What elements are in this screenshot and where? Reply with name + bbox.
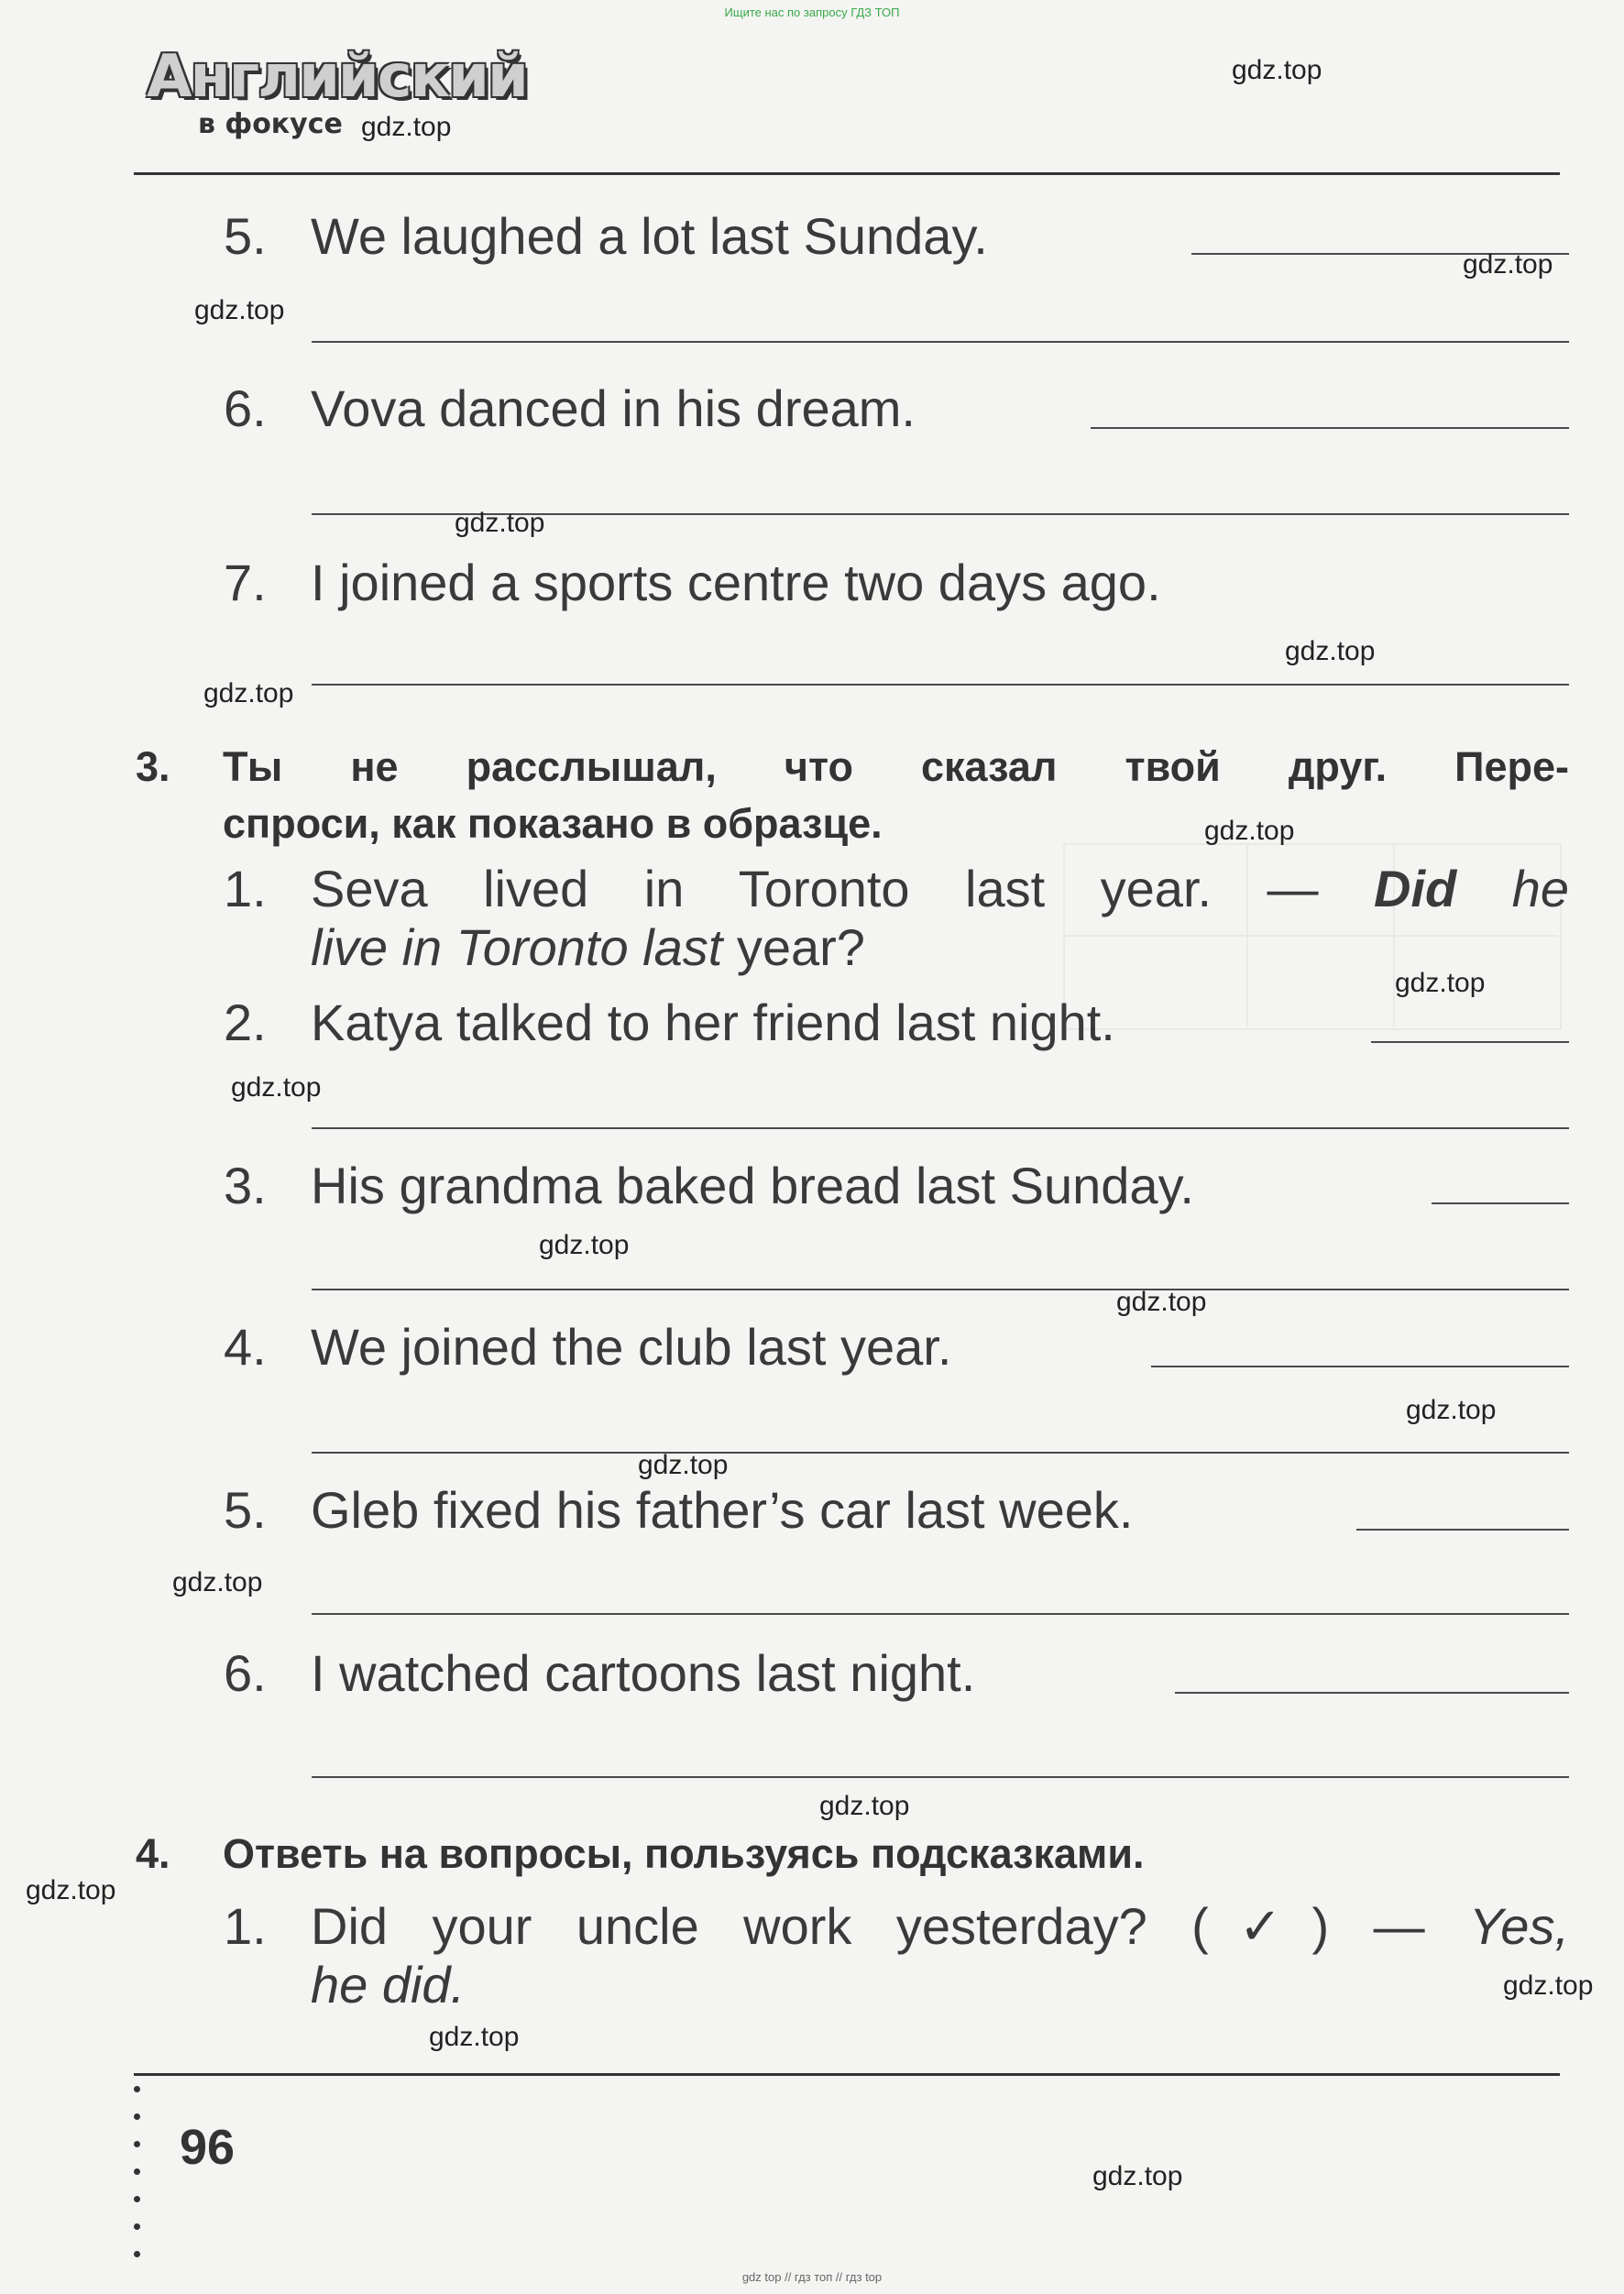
answer-line[interactable] [1175, 1692, 1569, 1694]
example-item: 1. Seva lived in Toronto last year. — Did he live in Toronto last year? [224, 860, 1569, 976]
watermark: gdz.top [1406, 1395, 1497, 1425]
exercise-3-instruction: 3. Ты не расслышал, что сказал твой друг. Пере- спроси, как показано в образце. [136, 743, 1569, 847]
answer-line[interactable] [312, 1289, 1569, 1290]
list-item: 4. We joined the club last year. [224, 1318, 952, 1376]
watermark: gdz.top [1463, 249, 1553, 280]
exercise-4-instruction: 4. Ответь на вопросы, пользуясь подсказками. [136, 1830, 1145, 1877]
watermark: gdz.top [429, 2022, 520, 2052]
list-item: 5. We laughed a lot last Sunday. [224, 207, 988, 265]
watermark: gdz.top [26, 1875, 116, 1905]
watermark: gdz.top [172, 1567, 263, 1597]
answer-line[interactable] [312, 684, 1569, 686]
answer-line[interactable] [1091, 427, 1569, 429]
answer-line[interactable] [1371, 1041, 1569, 1043]
answer-line[interactable] [1432, 1202, 1569, 1204]
watermark: gdz.top [1503, 1970, 1594, 2001]
answer-line[interactable] [1356, 1529, 1569, 1531]
list-item: 3. His grandma baked bread last Sunday. [224, 1157, 1194, 1214]
watermark: gdz.top [638, 1450, 729, 1480]
answer-line[interactable] [312, 1613, 1569, 1615]
logo-title: Английский [147, 43, 527, 111]
answer-line[interactable] [1151, 1366, 1569, 1367]
watermark: gdz.top [361, 112, 452, 142]
watermark: gdz.top [1232, 55, 1322, 85]
watermark: gdz.top [1395, 968, 1486, 998]
list-item: 5. Gleb fixed his father’s car last week. [224, 1481, 1134, 1539]
watermark: gdz.top [539, 1230, 630, 1260]
footer-rule [134, 2073, 1560, 2076]
top-notice: Ищите нас по запросу ГДЗ ТОП [724, 5, 900, 19]
watermark: gdz.top [1285, 636, 1376, 666]
page-number: 96 [180, 2120, 236, 2175]
watermark: gdz.top [1092, 2161, 1183, 2191]
list-item: 6. Vova danced in his dream. [224, 379, 916, 437]
watermark: gdz.top [231, 1072, 322, 1103]
binding-dots [134, 2086, 140, 2278]
answer-line[interactable] [312, 341, 1569, 343]
list-item: 7. I joined a sports centre two days ago. [224, 554, 1161, 611]
bottom-notice: gdz top // гдз топ // гдз top [741, 2270, 883, 2284]
answer-line[interactable] [312, 1127, 1569, 1129]
list-item: 6. I watched cartoons last night. [224, 1644, 976, 1702]
watermark: gdz.top [194, 295, 285, 325]
answer-line[interactable] [312, 1776, 1569, 1778]
logo-subtitle: в фокусе [198, 108, 343, 140]
watermark: gdz.top [203, 678, 294, 708]
watermark: gdz.top [819, 1791, 910, 1821]
list-item: 2. Katya talked to her friend last night. [224, 993, 1115, 1051]
example-item: 1. Did your uncle work yesterday? (✓) — Yes, he did. [224, 1897, 1569, 2014]
header-rule [134, 172, 1560, 175]
book-logo [147, 43, 527, 140]
watermark: gdz.top [1116, 1287, 1207, 1317]
watermark: gdz.top [455, 508, 545, 538]
answer-line[interactable] [312, 1452, 1569, 1454]
watermark: gdz.top [1204, 816, 1295, 846]
